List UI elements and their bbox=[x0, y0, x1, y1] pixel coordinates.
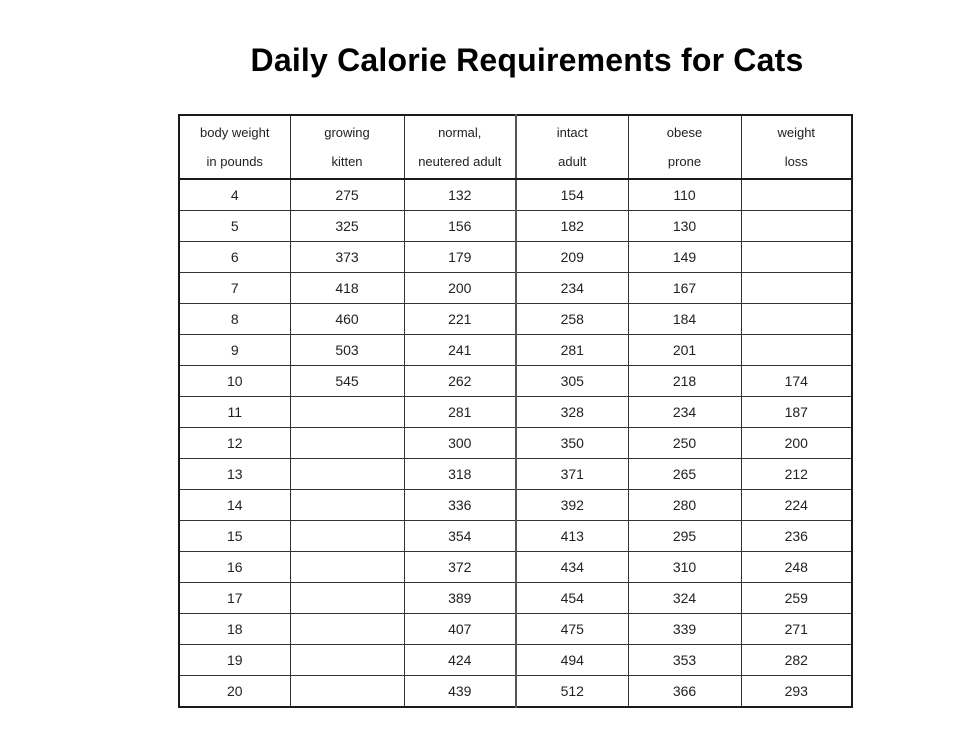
cell-obese-prone: 201 bbox=[628, 335, 741, 366]
cell-intact-adult: 371 bbox=[516, 459, 628, 490]
cell-obese-prone: 149 bbox=[628, 242, 741, 273]
cell-obese-prone: 110 bbox=[628, 179, 741, 211]
table-row bbox=[179, 490, 852, 521]
cell-weight-loss: 224 bbox=[741, 490, 852, 521]
cell-growing-kitten bbox=[290, 645, 404, 676]
cell-weight: 15 bbox=[179, 521, 290, 552]
cell-growing-kitten bbox=[290, 490, 404, 521]
cell-growing-kitten: 373 bbox=[290, 242, 404, 273]
cell-neutered-adult: 262 bbox=[404, 366, 516, 397]
cell-weight: 6 bbox=[179, 242, 290, 273]
cell-growing-kitten bbox=[290, 397, 404, 428]
cell-neutered-adult: 318 bbox=[404, 459, 516, 490]
cell-weight-loss: 187 bbox=[741, 397, 852, 428]
cell-weight: 11 bbox=[179, 397, 290, 428]
column-header-line: normal, bbox=[438, 125, 482, 140]
cell-neutered-adult: 354 bbox=[404, 521, 516, 552]
cell-neutered-adult: 424 bbox=[404, 645, 516, 676]
cell-obese-prone: 234 bbox=[628, 397, 741, 428]
cell-obese-prone: 167 bbox=[628, 273, 741, 304]
table-row bbox=[179, 273, 852, 304]
table-row bbox=[179, 397, 852, 428]
cell-neutered-adult: 336 bbox=[404, 490, 516, 521]
cell-weight: 14 bbox=[179, 490, 290, 521]
cell-weight-loss bbox=[741, 242, 852, 273]
column-header-line: intact bbox=[556, 125, 588, 140]
cell-neutered-adult: 221 bbox=[404, 304, 516, 335]
cell-neutered-adult: 300 bbox=[404, 428, 516, 459]
cell-intact-adult: 234 bbox=[516, 273, 628, 304]
cell-growing-kitten: 460 bbox=[290, 304, 404, 335]
table-row bbox=[179, 428, 852, 459]
cell-weight-loss: 174 bbox=[741, 366, 852, 397]
cell-intact-adult: 258 bbox=[516, 304, 628, 335]
table-row bbox=[179, 676, 852, 708]
table-header bbox=[179, 115, 852, 179]
cell-weight-loss bbox=[741, 335, 852, 366]
column-header-line: weight bbox=[777, 125, 816, 140]
cell-intact-adult: 328 bbox=[516, 397, 628, 428]
cell-neutered-adult: 241 bbox=[404, 335, 516, 366]
cell-obese-prone: 130 bbox=[628, 211, 741, 242]
table-row bbox=[179, 242, 852, 273]
cell-intact-adult: 494 bbox=[516, 645, 628, 676]
column-header-line: prone bbox=[667, 154, 702, 169]
column-header-line: adult bbox=[558, 154, 587, 169]
cell-obese-prone: 295 bbox=[628, 521, 741, 552]
cell-weight: 18 bbox=[179, 614, 290, 645]
cell-obese-prone: 353 bbox=[628, 645, 741, 676]
table-row bbox=[179, 521, 852, 552]
cell-weight-loss: 236 bbox=[741, 521, 852, 552]
column-header-line: loss bbox=[784, 154, 808, 169]
cell-intact-adult: 281 bbox=[516, 335, 628, 366]
cell-weight-loss bbox=[741, 273, 852, 304]
cell-growing-kitten bbox=[290, 428, 404, 459]
column-header-line: obese bbox=[666, 125, 703, 140]
cell-weight: 7 bbox=[179, 273, 290, 304]
cell-intact-adult: 392 bbox=[516, 490, 628, 521]
header-row bbox=[179, 115, 852, 179]
cell-intact-adult: 413 bbox=[516, 521, 628, 552]
cell-neutered-adult: 281 bbox=[404, 397, 516, 428]
column-header-weight-loss bbox=[741, 115, 852, 179]
cell-neutered-adult: 407 bbox=[404, 614, 516, 645]
cell-weight-loss: 200 bbox=[741, 428, 852, 459]
cell-weight: 12 bbox=[179, 428, 290, 459]
cell-weight: 5 bbox=[179, 211, 290, 242]
cell-weight: 16 bbox=[179, 552, 290, 583]
cell-obese-prone: 324 bbox=[628, 583, 741, 614]
cell-weight: 9 bbox=[179, 335, 290, 366]
page-title: Daily Calorie Requirements for Cats bbox=[250, 42, 804, 78]
cell-intact-adult: 209 bbox=[516, 242, 628, 273]
table-row bbox=[179, 552, 852, 583]
table-row bbox=[179, 645, 852, 676]
cell-obese-prone: 184 bbox=[628, 304, 741, 335]
cell-obese-prone: 265 bbox=[628, 459, 741, 490]
cell-weight-loss: 248 bbox=[741, 552, 852, 583]
cell-neutered-adult: 200 bbox=[404, 273, 516, 304]
table-row bbox=[179, 614, 852, 645]
cell-weight: 4 bbox=[179, 179, 290, 211]
cell-intact-adult: 305 bbox=[516, 366, 628, 397]
table-row bbox=[179, 583, 852, 614]
table-row bbox=[179, 211, 852, 242]
cell-intact-adult: 512 bbox=[516, 676, 628, 708]
cell-intact-adult: 350 bbox=[516, 428, 628, 459]
cell-obese-prone: 218 bbox=[628, 366, 741, 397]
cell-neutered-adult: 372 bbox=[404, 552, 516, 583]
cell-neutered-adult: 156 bbox=[404, 211, 516, 242]
table-row bbox=[179, 459, 852, 490]
cell-weight-loss bbox=[741, 211, 852, 242]
cell-weight-loss: 259 bbox=[741, 583, 852, 614]
column-header-neutered-adult bbox=[404, 115, 516, 179]
cell-neutered-adult: 389 bbox=[404, 583, 516, 614]
column-header-line: neutered adult bbox=[418, 154, 502, 169]
cell-growing-kitten bbox=[290, 676, 404, 708]
cell-obese-prone: 366 bbox=[628, 676, 741, 708]
cell-weight: 13 bbox=[179, 459, 290, 490]
column-header-line: in pounds bbox=[206, 154, 263, 169]
cell-growing-kitten: 503 bbox=[290, 335, 404, 366]
cell-growing-kitten: 418 bbox=[290, 273, 404, 304]
cell-weight: 10 bbox=[179, 366, 290, 397]
table-row bbox=[179, 179, 852, 211]
cell-weight-loss: 293 bbox=[741, 676, 852, 708]
cell-neutered-adult: 439 bbox=[404, 676, 516, 708]
cell-weight-loss bbox=[741, 179, 852, 211]
cell-intact-adult: 154 bbox=[516, 179, 628, 211]
column-header-line: growing bbox=[324, 125, 370, 140]
cell-weight-loss: 282 bbox=[741, 645, 852, 676]
table-body bbox=[179, 179, 852, 707]
cell-growing-kitten bbox=[290, 459, 404, 490]
column-header-obese-prone bbox=[628, 115, 741, 179]
cell-obese-prone: 250 bbox=[628, 428, 741, 459]
cell-weight-loss: 271 bbox=[741, 614, 852, 645]
cell-weight: 19 bbox=[179, 645, 290, 676]
cell-obese-prone: 339 bbox=[628, 614, 741, 645]
cell-weight: 20 bbox=[179, 676, 290, 708]
cell-growing-kitten: 545 bbox=[290, 366, 404, 397]
cell-growing-kitten: 275 bbox=[290, 179, 404, 211]
cell-growing-kitten bbox=[290, 583, 404, 614]
table-row bbox=[179, 335, 852, 366]
cell-intact-adult: 454 bbox=[516, 583, 628, 614]
cell-growing-kitten: 325 bbox=[290, 211, 404, 242]
cell-intact-adult: 475 bbox=[516, 614, 628, 645]
cell-intact-adult: 434 bbox=[516, 552, 628, 583]
column-header-growing-kitten bbox=[290, 115, 404, 179]
cell-intact-adult: 182 bbox=[516, 211, 628, 242]
cell-weight-loss: 212 bbox=[741, 459, 852, 490]
column-header-line: body weight bbox=[200, 125, 270, 140]
cell-weight: 17 bbox=[179, 583, 290, 614]
cell-neutered-adult: 132 bbox=[404, 179, 516, 211]
column-header-intact-adult bbox=[516, 115, 628, 179]
table-row bbox=[179, 366, 852, 397]
cell-obese-prone: 310 bbox=[628, 552, 741, 583]
cell-weight: 8 bbox=[179, 304, 290, 335]
cell-growing-kitten bbox=[290, 552, 404, 583]
column-header-weight bbox=[179, 115, 290, 179]
cell-weight-loss bbox=[741, 304, 852, 335]
cell-growing-kitten bbox=[290, 614, 404, 645]
cell-obese-prone: 280 bbox=[628, 490, 741, 521]
cell-growing-kitten bbox=[290, 521, 404, 552]
column-header-line: kitten bbox=[331, 154, 363, 169]
table-row bbox=[179, 304, 852, 335]
calorie-table bbox=[178, 114, 853, 708]
cell-neutered-adult: 179 bbox=[404, 242, 516, 273]
